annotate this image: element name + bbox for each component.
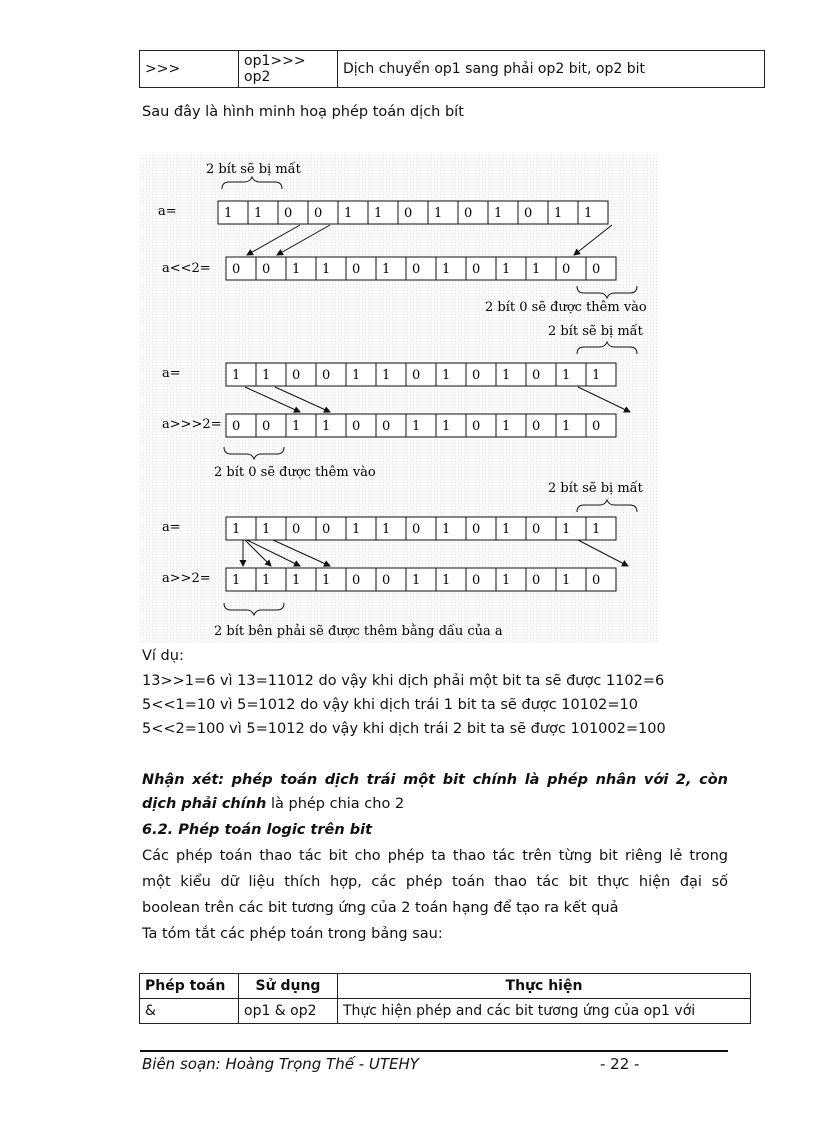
example-line: 13>>1=6 vì 13=11012 do vậy khi dịch phải một bit ta sẽ được 1102=6	[142, 673, 665, 689]
bit-cell	[346, 414, 376, 437]
bit-cell	[286, 257, 316, 280]
bit-value: 1	[232, 522, 241, 537]
bit-value: 1	[502, 368, 511, 383]
bit-value: 1	[352, 368, 361, 383]
bit-value: 0	[472, 419, 481, 434]
paragraph-line: boolean trên các bit tương ứng của 2 toán hạng để tạo ra kết quả	[142, 900, 619, 916]
bit-value: 0	[352, 573, 361, 588]
bit-value: 1	[442, 262, 451, 277]
bit-cell	[226, 414, 256, 437]
bit-cell	[226, 568, 256, 591]
bit-value: 0	[404, 206, 413, 221]
bit-value: 0	[472, 522, 481, 537]
bit-value: 0	[232, 419, 241, 434]
bit-value: 0	[562, 262, 571, 277]
bit-value: 1	[322, 573, 331, 588]
header-cell: Sử dụng	[239, 974, 338, 999]
bit-cell	[226, 363, 256, 386]
bit-value: 0	[262, 262, 271, 277]
bit-value: 1	[502, 573, 511, 588]
bit-cell	[526, 257, 556, 280]
summary-intro: Ta tóm tắt các phép toán trong bảng sau:	[142, 926, 443, 942]
bit-value: 1	[592, 368, 601, 383]
header-cell: Phép toán	[140, 974, 239, 999]
bit-value: 0	[412, 368, 421, 383]
bit-value: 1	[322, 262, 331, 277]
bit-value: 1	[292, 419, 301, 434]
bit-value: 1	[554, 206, 563, 221]
bit-cell	[496, 568, 526, 591]
bit-row	[218, 201, 608, 224]
bit-cell	[488, 201, 518, 224]
bit-value: 1	[344, 206, 353, 221]
bit-row	[226, 363, 616, 386]
bit-shift-figure	[140, 155, 658, 643]
bit-value: 0	[314, 206, 323, 221]
bit-value: 1	[502, 262, 511, 277]
bit-value: 1	[224, 206, 233, 221]
bit-cell	[406, 568, 436, 591]
bit-value: 1	[374, 206, 383, 221]
bit-value: 0	[232, 262, 241, 277]
bit-value: 1	[494, 206, 503, 221]
bit-value: 1	[232, 368, 241, 383]
bit-cell	[458, 201, 488, 224]
bit-value: 1	[592, 522, 601, 537]
bit-value: 0	[592, 419, 601, 434]
bit-value: 1	[562, 573, 571, 588]
bit-value: 1	[442, 368, 451, 383]
table-row	[140, 999, 751, 1024]
table-header-row	[140, 974, 751, 999]
bit-value: 0	[532, 522, 541, 537]
bit-cell	[406, 363, 436, 386]
bit-value: 1	[412, 573, 421, 588]
bit-cell	[256, 257, 286, 280]
bit-value: 1	[442, 522, 451, 537]
bit-value: 0	[352, 419, 361, 434]
bit-cell	[406, 414, 436, 437]
bit-cell	[316, 257, 346, 280]
bit-cell	[226, 257, 256, 280]
bit-value: 0	[524, 206, 533, 221]
bit-cell	[308, 201, 338, 224]
bit-row	[226, 568, 616, 591]
bit-cell	[466, 517, 496, 540]
bit-cell	[496, 363, 526, 386]
bit-value: 1	[262, 522, 271, 537]
bit-value: 1	[382, 368, 391, 383]
bit-cell	[586, 363, 616, 386]
paragraph-line: một kiểu dữ liệu thích hợp, các phép toán thao tác bit thực hiện đại số	[142, 874, 728, 890]
footer-rule	[140, 1050, 728, 1052]
bit-cell	[556, 568, 586, 591]
bit-value: 1	[442, 419, 451, 434]
bit-value: 1	[412, 419, 421, 434]
operator-cell: &	[140, 999, 239, 1024]
bit-cell	[376, 568, 406, 591]
bit-value: 1	[584, 206, 593, 221]
bit-value: 1	[502, 419, 511, 434]
bit-cell	[376, 257, 406, 280]
row-label: a=	[162, 520, 181, 535]
bit-cell	[256, 568, 286, 591]
bit-cell	[376, 414, 406, 437]
bit-value: 0	[412, 522, 421, 537]
added-zero-label: 2 bít 0 sẽ được thêm vào	[485, 300, 647, 315]
bit-cell	[226, 517, 256, 540]
bit-cell	[496, 517, 526, 540]
bit-cell	[466, 257, 496, 280]
bit-cell	[368, 201, 398, 224]
bit-value: 0	[382, 573, 391, 588]
description-cell: Thực hiện phép and các bit tương ứng của op1 với	[338, 999, 751, 1024]
bit-value: 0	[472, 368, 481, 383]
table-row	[140, 51, 765, 88]
bit-value: 0	[472, 573, 481, 588]
bit-row	[226, 257, 616, 280]
bit-value: 0	[532, 419, 541, 434]
bit-cell	[466, 363, 496, 386]
bit-cell	[526, 363, 556, 386]
bit-cell	[286, 517, 316, 540]
usage-cell: op1 & op2	[239, 999, 338, 1024]
bit-cell	[398, 201, 428, 224]
bit-cell	[316, 363, 346, 386]
bit-cell	[256, 517, 286, 540]
operator-cell: >>>	[140, 51, 239, 88]
top-operator-table	[139, 50, 765, 88]
bit-cell	[586, 414, 616, 437]
bit-value: 1	[532, 262, 541, 277]
logic-operator-table	[139, 973, 751, 1024]
remark-line-2	[142, 796, 404, 812]
usage-cell: op1>>> op2	[239, 51, 338, 88]
examples-heading: Ví dụ:	[142, 648, 184, 664]
bit-value: 1	[254, 206, 263, 221]
bit-value: 1	[262, 573, 271, 588]
figure-intro: Sau đây là hình minh hoạ phép toán dịch bít	[142, 104, 464, 120]
bit-value: 1	[292, 573, 301, 588]
bit-value: 0	[592, 573, 601, 588]
bit-cell	[316, 414, 346, 437]
bit-value: 1	[292, 262, 301, 277]
bit-cell	[436, 363, 466, 386]
bit-cell	[428, 201, 458, 224]
bit-cell	[548, 201, 578, 224]
bit-value: 0	[284, 206, 293, 221]
bit-cell	[286, 363, 316, 386]
lost-bits-label: 2 bít sẽ bị mất	[206, 162, 301, 177]
bit-cell	[286, 568, 316, 591]
bit-value: 1	[322, 419, 331, 434]
bit-cell	[256, 363, 286, 386]
bit-cell	[526, 414, 556, 437]
bit-cell	[436, 257, 466, 280]
bit-cell	[346, 517, 376, 540]
bit-cell	[338, 201, 368, 224]
bit-cell	[556, 517, 586, 540]
bit-value: 0	[322, 368, 331, 383]
bit-value: 0	[292, 368, 301, 383]
bit-value: 1	[262, 368, 271, 383]
bit-value: 0	[292, 522, 301, 537]
bit-value: 1	[232, 573, 241, 588]
bit-value: 0	[352, 262, 361, 277]
bit-cell	[526, 568, 556, 591]
row-label: a>>2=	[162, 571, 211, 586]
bit-value: 0	[472, 262, 481, 277]
bit-cell	[518, 201, 548, 224]
bit-cell	[436, 568, 466, 591]
row-label: a>>>2=	[162, 417, 222, 432]
page-number: - 22 -	[600, 1055, 640, 1073]
bit-cell	[466, 414, 496, 437]
bit-value: 0	[262, 419, 271, 434]
lost-bits-label: 2 bít sẽ bị mất	[548, 324, 643, 339]
footer-author: Biên soạn: Hoàng Trọng Thế - UTEHY	[142, 1055, 419, 1073]
bit-cell	[578, 201, 608, 224]
bit-cell	[346, 568, 376, 591]
bit-value: 1	[562, 419, 571, 434]
bit-cell	[346, 363, 376, 386]
remark-line-1: Nhận xét: phép toán dịch trái một bit chính là phép nhân với 2, còn	[142, 772, 728, 788]
bit-value: 1	[502, 522, 511, 537]
paragraph-line: Các phép toán thao tác bit cho phép ta thao tác trên từng bit riêng lẻ trong	[142, 848, 728, 864]
bit-value: 1	[562, 522, 571, 537]
bit-cell	[586, 568, 616, 591]
bit-row	[226, 517, 616, 540]
bit-cell	[218, 201, 248, 224]
added-zero-label: 2 bít 0 sẽ được thêm vào	[214, 465, 376, 480]
bit-row	[226, 414, 616, 437]
section-title: 6.2. Phép toán logic trên bit	[142, 822, 372, 838]
bit-cell	[406, 517, 436, 540]
bit-cell	[556, 257, 586, 280]
bit-cell	[496, 414, 526, 437]
bit-cell	[436, 517, 466, 540]
bit-cell	[496, 257, 526, 280]
bit-cell	[556, 414, 586, 437]
bit-cell	[376, 517, 406, 540]
bit-value: 0	[412, 262, 421, 277]
bit-cell	[586, 257, 616, 280]
remark-rest: là phép chia cho 2	[266, 796, 405, 812]
description-cell: Dịch chuyển op1 sang phải op2 bit, op2 bit	[338, 51, 765, 88]
bit-cell	[286, 414, 316, 437]
bit-cell	[316, 568, 346, 591]
lost-bits-label: 2 bít sẽ bị mất	[548, 481, 643, 496]
bit-value: 0	[532, 573, 541, 588]
bit-value: 1	[382, 262, 391, 277]
row-label: a=	[162, 366, 181, 381]
bit-value: 1	[352, 522, 361, 537]
bit-cell	[316, 517, 346, 540]
bit-cell	[256, 414, 286, 437]
row-label: a<<2=	[162, 261, 211, 276]
bit-value: 0	[532, 368, 541, 383]
example-line: 5<<1=10 vì 5=1012 do vậy khi dịch trái 1 bit ta sẽ được 10102=10	[142, 697, 639, 713]
remark-bold: dịch phải chính	[142, 796, 267, 812]
bit-value: 1	[382, 522, 391, 537]
bit-cell	[278, 201, 308, 224]
bit-cell	[586, 517, 616, 540]
bit-cell	[556, 363, 586, 386]
example-line: 5<<2=100 vì 5=1012 do vậy khi dịch trái 2 bit ta sẽ được 101002=100	[142, 721, 666, 737]
bit-value: 0	[464, 206, 473, 221]
bit-cell	[346, 257, 376, 280]
row-label: a=	[158, 204, 177, 219]
bit-value: 0	[592, 262, 601, 277]
bit-value: 1	[562, 368, 571, 383]
bit-cell	[466, 568, 496, 591]
bit-cell	[436, 414, 466, 437]
bit-value: 0	[322, 522, 331, 537]
bit-cell	[526, 517, 556, 540]
header-cell: Thực hiện	[338, 974, 751, 999]
sign-fill-label: 2 bít bên phải sẽ được thêm bằng dấu của a	[214, 624, 503, 639]
bit-cell	[406, 257, 436, 280]
bit-cell	[248, 201, 278, 224]
bit-value: 0	[382, 419, 391, 434]
bit-cell	[376, 363, 406, 386]
bit-value: 1	[434, 206, 443, 221]
bit-value: 1	[442, 573, 451, 588]
